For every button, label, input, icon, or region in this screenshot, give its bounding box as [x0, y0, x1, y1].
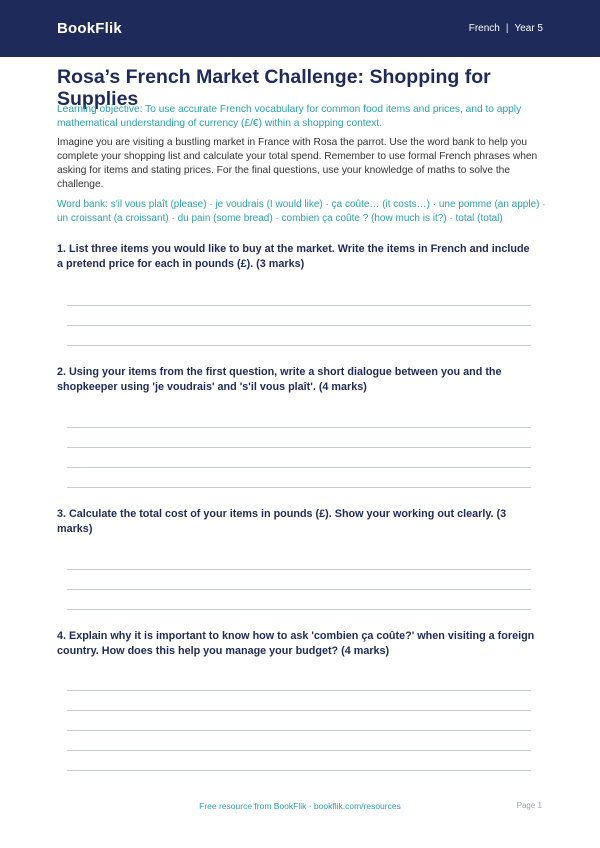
answer-line[interactable] [67, 710, 531, 711]
answer-line[interactable] [67, 345, 531, 346]
meta-separator: | [505, 23, 509, 34]
subject-label: French [468, 23, 500, 34]
answer-line[interactable] [67, 730, 531, 731]
year-label: Year 5 [514, 23, 543, 34]
brand-logo: BookFlik [57, 20, 122, 37]
page-header [0, 0, 600, 57]
answer-line[interactable] [67, 690, 531, 691]
worksheet-title: Rosa’s French Market Challenge: Shopping for Supplies [57, 66, 491, 110]
answer-line[interactable] [67, 569, 531, 570]
answer-line[interactable] [67, 325, 531, 326]
answer-line[interactable] [67, 427, 531, 428]
word-bank: Word bank: s'il vous plaît (please) · je voudrais (I would like) · ça coûte… (it costs…) · une pomme (an apple) · un croissant (a croissant) · du pain (some bread) · combien ça coûte ? (how much is it?) · total (total) [57, 199, 546, 224]
answer-line[interactable] [67, 770, 531, 771]
answer-line[interactable] [67, 487, 531, 488]
answer-line[interactable] [67, 447, 531, 448]
answer-line[interactable] [67, 305, 531, 306]
question-2: 2. Using your items from the first question, write a short dialogue between you and the shopkeeper using 'je voudrais' and 's'il vous plaît'. (4 marks) [57, 366, 502, 393]
subject-year [469, 23, 543, 34]
answer-line[interactable] [67, 750, 531, 751]
question-1: 1. List three items you would like to buy at the market. Write the items in French and include a pretend price for each in pounds (£). (3 marks) [57, 243, 530, 270]
page-number: Page 1 [516, 801, 542, 810]
answer-line[interactable] [67, 467, 531, 468]
answer-line[interactable] [67, 589, 531, 590]
learning-objective: Learning objective: To use accurate French vocabulary for common food items and prices, and to apply mathematical understanding of currency (£/€) within a shopping context. [57, 104, 522, 129]
question-4: 4. Explain why it is important to know how to ask 'combien ça coûte?' when visiting a foreign country. How does this help you manage your budget? (4 marks) [57, 630, 535, 657]
answer-line[interactable] [67, 609, 531, 610]
question-3: 3. Calculate the total cost of your items in pounds (£). Show your working out clearly. (3 marks) [57, 508, 507, 535]
footer-resource-link[interactable]: Free resource from BookFlik · bookflik.com/resources [199, 801, 401, 811]
intro-paragraph: Imagine you are visiting a bustling market in France with Rosa the parrot. Use the word bank to help you complete your shopping list and calculate your total spend. Remember to use formal French phrases when asking for items and stating prices. For the final questions, use your knowledge of maths to solve the challenge. [57, 137, 538, 190]
